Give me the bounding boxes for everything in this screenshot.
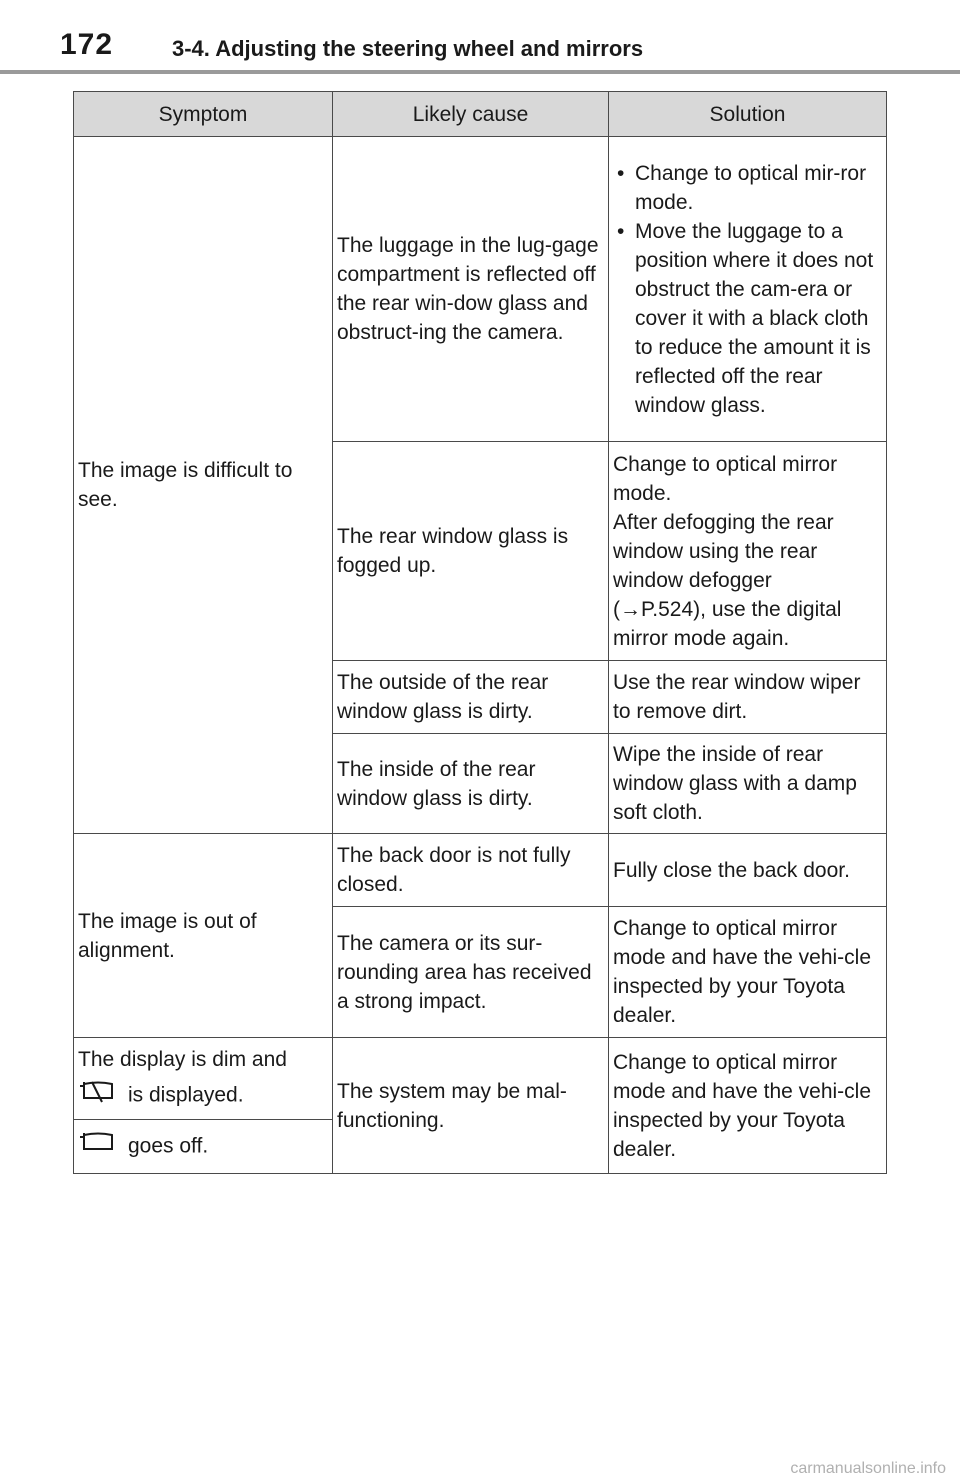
table-row (74, 834, 887, 907)
solution-list-item: • Change to optical mir-ror mode. (613, 159, 882, 217)
solution-list-item: • Move the luggage to a position where it does not obstruct the cam-era or cover it with a black cloth to reduce the amount it is reflected off the rear window glass. (613, 217, 882, 420)
table-row (74, 1038, 887, 1120)
column-header-solution: Solution (609, 92, 887, 137)
solution-cell: Use the rear window wiper to remove dirt. (609, 661, 887, 734)
solution-cell (609, 137, 887, 442)
cause-cell: The inside of the rear window glass is dirty. (333, 734, 609, 834)
solution-cell (609, 442, 887, 661)
symptom-cell (74, 1120, 333, 1174)
solution-line: After defogging the rear window using the rear window defogger (613, 510, 834, 592)
page-header (0, 0, 960, 76)
page-reference: (→P.524), use the digital mirror mode again. (613, 597, 842, 650)
mirror-icon (78, 1131, 118, 1163)
column-header-symptom: Symptom (74, 92, 333, 137)
symptom-line (78, 1080, 328, 1112)
cause-cell: The luggage in the lug-gage compartment is reflected off the rear win-dow glass and obstruct-ing the camera. (333, 137, 609, 442)
cause-cell: The rear window glass is fogged up. (333, 442, 609, 661)
solution-cell: Wipe the inside of rear window glass with a damp soft cloth. (609, 734, 887, 834)
solution-cell: Change to optical mirror mode and have the vehi-cle inspected by your Toyota dealer. (609, 907, 887, 1038)
watermark: carmanualsonline.info (790, 1460, 946, 1477)
cause-cell: The system may be mal-functioning. (333, 1038, 609, 1174)
section-title: 3-4. Adjusting the steering wheel and mirrors (172, 36, 644, 61)
solution-line: Change to optical mirror mode. (613, 452, 838, 505)
symptom-text: goes off. (128, 1134, 209, 1158)
solution-cell: Change to optical mirror mode and have the vehi-cle inspected by your Toyota dealer. (609, 1038, 887, 1174)
symptom-cell: The image is difficult to see. (74, 137, 333, 834)
symptom-cell: The image is out of alignment. (74, 834, 333, 1038)
cause-cell: The camera or its sur-rounding area has received a strong impact. (333, 907, 609, 1038)
cause-cell: The back door is not fully closed. (333, 834, 609, 907)
solution-cell: Fully close the back door. (609, 834, 887, 907)
symptom-cell (74, 1038, 333, 1120)
table-row (74, 137, 887, 442)
symptom-text: is displayed. (128, 1083, 244, 1107)
column-header-likely-cause: Likely cause (333, 92, 609, 137)
cause-cell: The outside of the rear window glass is dirty. (333, 661, 609, 734)
solution-list (613, 159, 882, 420)
troubleshooting-table (73, 91, 887, 1174)
table-header-row (74, 92, 887, 137)
page-number: 172 (60, 28, 114, 61)
mirror-warning-icon (78, 1080, 118, 1112)
symptom-line: The display is dim and (78, 1048, 287, 1071)
header-rule (0, 70, 960, 74)
